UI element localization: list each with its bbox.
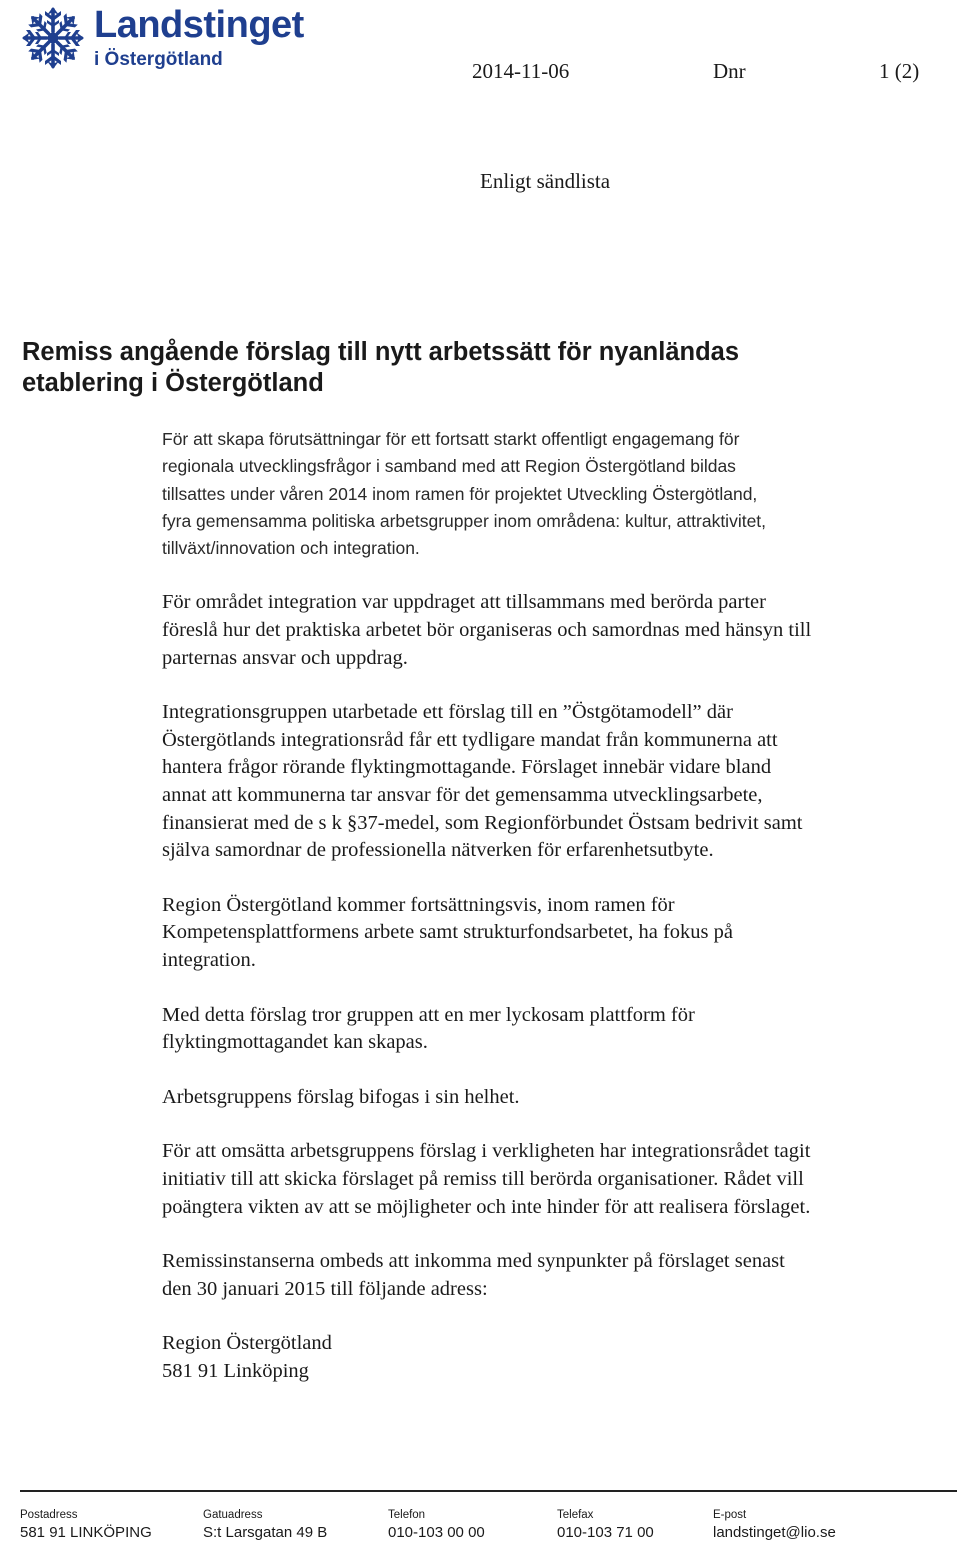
footer-street-label: Gatuadress bbox=[203, 1509, 263, 1521]
text-line: fyra gemensamma politiska arbetsgrupper inom områdena: kultur, attraktivitet, bbox=[162, 510, 767, 531]
footer-email-link[interactable]: landstinget@lio.se bbox=[713, 1524, 836, 1541]
text-line: poängtera vikten av att se möjligheter och inte hinder för att realisera förslaget. bbox=[162, 1195, 811, 1218]
lead-paragraph bbox=[162, 426, 942, 562]
document-title bbox=[22, 337, 922, 399]
footer-email bbox=[713, 1508, 836, 1543]
address-block bbox=[162, 1330, 942, 1385]
footer-fax-value: 010-103 71 00 bbox=[557, 1524, 654, 1541]
text-line: integration. bbox=[162, 949, 256, 972]
address-line: 581 91 Linköping bbox=[162, 1359, 309, 1382]
text-line: föreslå hur det praktiska arbetet bör organiseras och samordnas med hänsyn till bbox=[162, 619, 812, 642]
text-line: den 30 januari 2015 till följande adress: bbox=[162, 1277, 488, 1300]
text-line: Kompetensplattformens arbete samt strukturfondsarbetet, ha fokus på bbox=[162, 921, 733, 944]
text-line: tillväxt/innovation och integration. bbox=[162, 538, 420, 559]
footer-divider bbox=[20, 1490, 957, 1492]
text-line: För området integration var uppdraget att tillsammans med berörda parter bbox=[162, 591, 766, 614]
paragraph bbox=[162, 589, 942, 672]
footer-street-value: S:t Larsgatan 49 B bbox=[203, 1524, 328, 1541]
text-line: finansierat med de s k §37-medel, som Regionförbundet Östsam bedrivit samt bbox=[162, 811, 803, 834]
footer-email-label: E-post bbox=[713, 1509, 747, 1521]
address-line: Region Östergötland bbox=[162, 1332, 332, 1355]
footer bbox=[20, 1508, 957, 1544]
text-line: flyktingmottagandet kan skapas. bbox=[162, 1031, 428, 1054]
page-number: 1 (2) bbox=[879, 59, 920, 83]
footer-fax bbox=[557, 1508, 654, 1543]
recipient: Enligt sändlista bbox=[480, 169, 611, 193]
footer-postal-value: 581 91 LINKÖPING bbox=[20, 1524, 152, 1541]
footer-phone-label: Telefon bbox=[388, 1509, 426, 1521]
text-line: själva samordnar de professionella nätverken för erfarenhetsutbyte. bbox=[162, 839, 714, 862]
footer-fax-label: Telefax bbox=[557, 1509, 594, 1521]
text-line: Integrationsgruppen utarbetade ett förslag till en ”Östgötamodell” där bbox=[162, 701, 733, 724]
text-line: annat att kommunerna tar ansvar för det gemensamma utvecklingsarbete, bbox=[162, 784, 763, 807]
footer-postal-label: Postadress bbox=[20, 1509, 78, 1521]
paragraph bbox=[162, 1248, 942, 1303]
paragraph bbox=[162, 1138, 942, 1221]
text-line: Östergötlands integrationsråd får ett tydligare mandat från kommunerna att bbox=[162, 728, 778, 751]
document-body bbox=[162, 426, 942, 1386]
logo-subtitle: i Östergötland bbox=[94, 49, 223, 70]
paragraph bbox=[162, 1002, 942, 1057]
footer-postal bbox=[20, 1508, 152, 1543]
paragraph bbox=[162, 699, 942, 865]
snowflake-emblem-icon bbox=[18, 3, 88, 73]
footer-street bbox=[203, 1508, 327, 1543]
footer-phone-value: 010-103 00 00 bbox=[388, 1524, 485, 1541]
text-line: För att skapa förutsättningar för ett fortsatt starkt offentligt engagemang för bbox=[162, 429, 740, 449]
text-line: parternas ansvar och uppdrag. bbox=[162, 646, 408, 669]
title-line: Remiss angående förslag till nytt arbetssätt för nyanländas bbox=[22, 338, 740, 366]
text-line: regionala utvecklingsfrågor i samband med att Region Östergötland bildas bbox=[162, 456, 736, 477]
text-line: hantera frågor rörande flyktingmottagande. Förslaget innebär vidare bland bbox=[162, 756, 772, 779]
text-line: Arbetsgruppens förslag bifogas i sin helhet. bbox=[162, 1085, 520, 1108]
text-line: Remissinstanserna ombeds att inkomma med synpunkter på förslaget senast bbox=[162, 1250, 785, 1273]
landstinget-logo bbox=[18, 3, 318, 77]
text-line: Med detta förslag tror gruppen att en mer lyckosam plattform för bbox=[162, 1003, 695, 1026]
paragraph bbox=[162, 892, 942, 975]
document-date: 2014-11-06 bbox=[472, 59, 570, 83]
text-line: För att omsätta arbetsgruppens förslag i verkligheten har integrationsrådet tagit bbox=[162, 1140, 811, 1163]
text-line: Region Östergötland kommer fortsättningsvis, inom ramen för bbox=[162, 893, 675, 916]
text-line: initiativ till att skicka förslaget på remiss till berörda organisationer. Rådet vill bbox=[162, 1167, 804, 1190]
text-line: tillsattes under våren 2014 inom ramen för projektet Utveckling Östergötland, bbox=[162, 483, 758, 504]
title-line: etablering i Östergötland bbox=[22, 369, 324, 397]
dnr-label: Dnr bbox=[713, 59, 746, 83]
logo-title: Landstinget bbox=[94, 4, 304, 46]
paragraph bbox=[162, 1084, 942, 1112]
footer-phone bbox=[388, 1508, 485, 1543]
